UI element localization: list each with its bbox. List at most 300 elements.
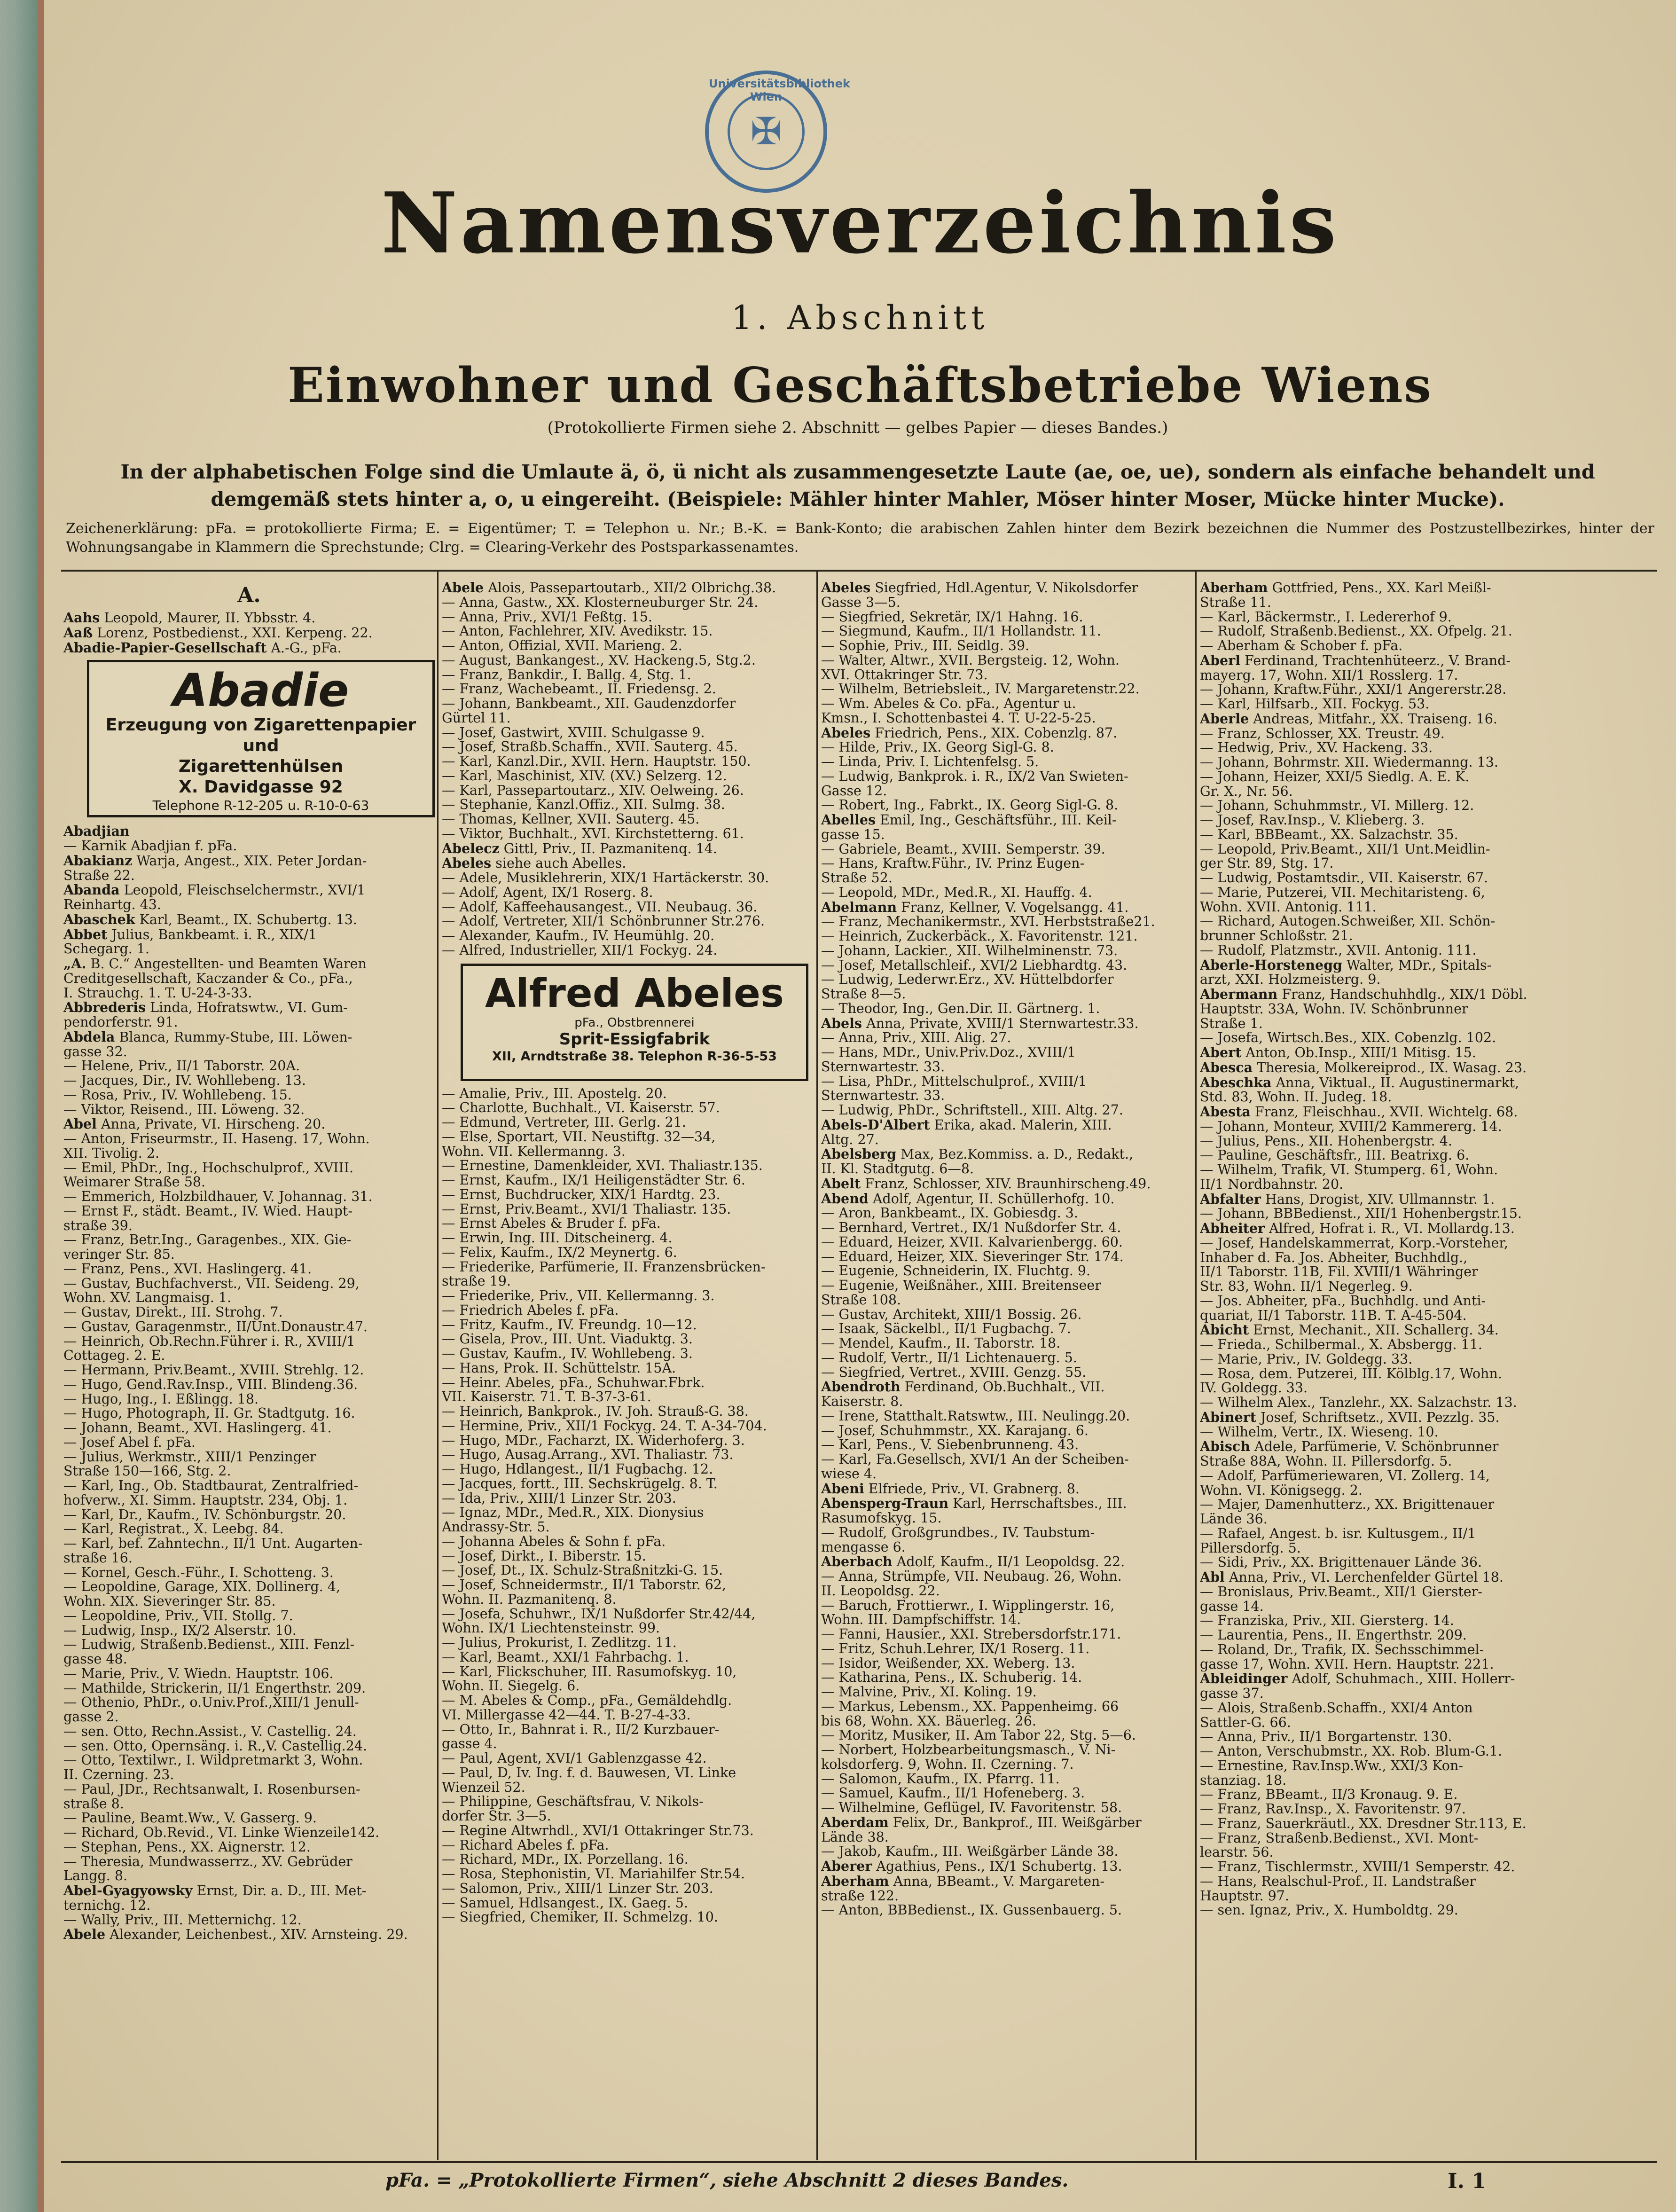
directory-entry: — Paul, Agent, XVI/1 Gablenzgasse 42. (442, 1751, 707, 1766)
footer-note: pFa. = „Protokollierte Firmen“, siehe Abschnitt 2 dieses Bandes. (385, 2169, 1069, 2191)
note-protocolled-firms: (Protokollierte Firmen siehe 2. Abschnitt — gelbes Papier — dieses Bandes.) (547, 418, 1168, 437)
directory-entry: — Wilhelm, Vertr., IX. Wieseng. 10. (1200, 1425, 1439, 1440)
directory-entry: — Johann, Lackier., XII. Wilhelminenstr. 73. (821, 943, 1118, 958)
directory-entry: — Ernst F., städt. Beamt., IV. Wied. Haupt- (63, 1204, 352, 1219)
directory-entry: straße 8. (63, 1796, 124, 1812)
directory-entry: — Emmerich, Holzbildhauer, V. Johannag. 31. (63, 1190, 373, 1204)
entry-surname: „A. (63, 957, 86, 972)
directory-entry: Abesta Franz, Fleischhau., XVII. Wichtelg. 68. (1200, 1105, 1518, 1120)
directory-entry: — Othenio, PhDr., o.Univ.Prof.,XIII/1 Jenull- (63, 1695, 359, 1710)
directory-entry: Gürtel 11. (442, 711, 511, 726)
entry-surname: Aberbach (821, 1554, 893, 1569)
directory-entry: — Josefa, Schuhwr., IX/1 Nußdorfer Str.42/44, (442, 1607, 756, 1622)
entry-surname: Abfalter (1200, 1192, 1261, 1207)
directory-entry: ternichg. 12. (63, 1898, 151, 1913)
directory-entry: — Adolf, Vertreter, XII/1 Schönbrunner Str.276. (442, 914, 765, 929)
directory-entry: — Johann, BBBedienst., XII/1 Hohenbergstr.15. (1200, 1207, 1522, 1221)
directory-entry: — Hermann, Priv.Beamt., XVIII. Strehlg. 12. (63, 1363, 364, 1378)
directory-entry: Aberbach Adolf, Kaufm., II/1 Leopoldsg. 22. (821, 1554, 1125, 1569)
directory-entry: Gasse 12. (821, 784, 887, 799)
directory-entry: Abelecz Gittl, Priv., II. Pazmanitenq. 14. (442, 841, 717, 856)
entry-surname: Abermann (1200, 987, 1278, 1002)
entry-surname: Aahs (63, 611, 100, 626)
directory-entry: — Gustav, Architekt, XIII/1 Bossig. 26. (821, 1307, 1082, 1322)
directory-entry: Hauptstr. 97. (1200, 1889, 1289, 1904)
directory-entry: — Richard Abeles f. pFa. (442, 1838, 609, 1853)
directory-entry: — Josef, Schuhmmstr., XX. Karajang. 6. (821, 1423, 1089, 1438)
directory-entry: — Wilhelm Alex., Tanzlehr., XX. Salzachstr. 13. (1200, 1396, 1517, 1410)
directory-entry: — Ernst, Priv.Beamt., XVI/1 Thaliastr. 135. (442, 1202, 731, 1217)
directory-entry: — Lisa, PhDr., Mittelschulprof., XVIII/1 (821, 1074, 1087, 1089)
directory-entry: Abend Adolf, Agentur, II. Schüllerhofg. 10. (821, 1191, 1115, 1207)
directory-entry: Abelt Franz, Schlosser, XIV. Braunhirscheng.49. (821, 1176, 1151, 1192)
directory-entry: — Ludwig, Postamtsdir., VII. Kaiserstr. 67. (1200, 871, 1488, 886)
binding-edge (38, 0, 44, 2212)
directory-entry: I. Strauchg. 1. T. U-24-3-33. (63, 986, 252, 1001)
ad-alfred-abeles (461, 964, 808, 1081)
directory-entry: Abels-D'Albert Erika, akad. Malerin, XIII. (821, 1117, 1112, 1133)
page-subtitle: Einwohner und Geschäftsbetriebe Wiens (288, 357, 1433, 414)
directory-entry: brunner Schloßstr. 21. (1200, 929, 1353, 943)
directory-entry: — M. Abeles & Comp., pFa., Gemäldehdlg. (442, 1694, 732, 1708)
entry-surname: Abel (63, 1117, 97, 1132)
directory-entry: — Laurentia, Pens., II. Engerthstr. 209. (1200, 1628, 1467, 1643)
entry-surname: Abele (442, 580, 484, 596)
directory-entry: arzt, XXI. Holzmeisterg. 9. (1200, 973, 1381, 987)
directory-entry: — Rosa, dem. Putzerei, III. Kölblg.17, Wohn. (1200, 1366, 1502, 1381)
directory-entry: — Hugo, Ing., I. Eßlingg. 18. (63, 1392, 259, 1407)
directory-entry: — Julius, Prokurist, I. Zedlitzg. 11. (442, 1636, 677, 1650)
directory-entry: — Moritz, Musiker, II. Am Tabor 22, Stg. 5—6. (821, 1728, 1136, 1743)
directory-entry: — Pauline, Geschäftsfr., III. Beatrixg. 6. (1200, 1148, 1470, 1163)
page-title: Namensverzeichnis (381, 174, 1339, 272)
directory-entry: Abesca Theresia, Molkereiprod., IX. Wasag. 23. (1200, 1060, 1527, 1075)
eagle-icon: ✠ (750, 110, 782, 153)
directory-entry: — Ernst Abeles & Bruder f. pFa. (442, 1216, 661, 1231)
entry-surname: Abl (1200, 1570, 1225, 1585)
directory-entry: — Gustav, Buchfachverst., VII. Seideng. 29, (63, 1276, 360, 1291)
directory-entry: — Johann, Monteur, XVIII/2 Kammererg. 14. (1200, 1119, 1502, 1134)
directory-entry: — Josefa, Wirtsch.Bes., XIX. Cobenzlg. 102. (1200, 1031, 1496, 1045)
directory-entry: — Paul, D, Iv. Ing. f. d. Bauwesen, VI. Linke (442, 1765, 736, 1781)
directory-entry: Abele Alois, Passepartoutarb., XII/2 Olbrichg.38. (442, 580, 776, 596)
directory-entry: — Franz, Schlosser, XX. Treustr. 49. (1200, 726, 1445, 741)
directory-entry: Std. 83, Wohn. II. Judeg. 18. (1200, 1090, 1392, 1105)
directory-entry: Inhaber d. Fa. Jos. Abheiter, Buchhdlg., (1200, 1250, 1468, 1265)
directory-entry: straße 16. (63, 1551, 133, 1566)
directory-entry: gasse 32. (63, 1044, 127, 1059)
directory-entry: — Franz, Sauerkräutl., XX. Dresdner Str.113, E. (1200, 1816, 1527, 1831)
directory-entry: — Roland, Dr., Trafik, IX. Sechsschimmel- (1200, 1642, 1484, 1657)
directory-entry: Gr. X., Nr. 56. (1200, 784, 1293, 799)
directory-entry: Abl Anna, Priv., VI. Lerchenfelder Gürtel 18. (1200, 1570, 1504, 1585)
col1-top-entries (63, 611, 435, 655)
directory-entry: — Julius, Werkmstr., XIII/1 Penzinger (63, 1450, 316, 1465)
directory-entry: — Norbert, Holzbearbeitungsmasch., V. Ni- (821, 1743, 1116, 1757)
entry-surname: Aberdam (821, 1815, 889, 1830)
directory-entry: Langg. 8. (63, 1869, 128, 1883)
directory-entry: Schegarg. 1. (63, 942, 150, 957)
ad-abeles-logo: Alfred Abeles (485, 970, 784, 1016)
directory-entry: — Aberham & Schober f. pFa. (1200, 639, 1403, 653)
directory-entry: — Johann, Bohrmstr. XII. Wiedermanng. 13. (1200, 755, 1498, 770)
directory-entry: Weimarer Straße 58. (63, 1175, 206, 1190)
directory-entry: Straße 8—5. (821, 987, 906, 1002)
directory-entry: — Richard, MDr., IX. Porzellang. 16. (442, 1852, 689, 1867)
directory-entry: — Irene, Statthalt.Ratswtw., III. Neulingg.20. (821, 1409, 1130, 1424)
directory-entry: — sen. Ignaz, Priv., X. Humboldtg. 29. (1200, 1903, 1458, 1918)
directory-entry: — Sophie, Priv., III. Seidlg. 39. (821, 639, 1030, 653)
directory-entry: Abelsberg Max, Bez.Kommiss. a. D., Redakt., (821, 1147, 1134, 1162)
directory-entry: Sternwartestr. 33. (821, 1059, 945, 1075)
directory-entry: — Wm. Abeles & Co. pFa., Agentur u. (821, 697, 1076, 711)
directory-entry: — Baruch, Frottierwr., I. Wipplingerstr. 16, (821, 1598, 1115, 1613)
directory-entry: — Hilde, Priv., IX. Georg Sigl-G. 8. (821, 740, 1054, 755)
directory-entry: VI. Millergasse 42—44. T. B-27-4-33. (442, 1708, 691, 1723)
directory-entry: Cottageg. 2. E. (63, 1349, 165, 1363)
directory-entry: — Katharina, Pens., IX. Schuberig. 14. (821, 1671, 1082, 1685)
directory-entry: Wohn. XIX. Sieveringer Str. 85. (63, 1594, 276, 1609)
directory-entry: straße 122. (821, 1889, 899, 1904)
directory-entry: VII. Kaiserstr. 71. T. B-37-3-61. (442, 1390, 651, 1404)
directory-entry: Abinert Josef, Schriftsetz., XVII. Pezzlg. 35. (1200, 1410, 1500, 1425)
directory-entry: Kmsn., I. Schottenbastei 4. T. U-22-5-25. (821, 711, 1096, 726)
directory-entry: Wohn. XV. Langmaisg. 1. (63, 1291, 232, 1305)
directory-entry: — Mendel, Kaufm., II. Taborstr. 18. (821, 1336, 1061, 1351)
entry-surname: Abels-D'Albert (821, 1117, 930, 1133)
directory-entry: Aberl Ferdinand, Trachtenhüteerz., V. Brand- (1200, 653, 1511, 668)
column-3 (821, 580, 1192, 1918)
directory-entry: Abeni Elfriede, Priv., VI. Grabnerg. 8. (821, 1481, 1080, 1497)
directory-entry: — Josef, Schneidermstr., II/1 Taborstr. 62, (442, 1578, 727, 1592)
directory-entry: — Leopold, Priv.Beamt., XII/1 Unt.Meidlin- (1200, 842, 1490, 857)
directory-entry: Andrassy-Str. 5. (442, 1520, 550, 1535)
directory-entry: — Friederike, Priv., VII. Kellermanng. 3. (442, 1289, 715, 1303)
directory-entry: — Karl, bef. Zahntechn., II/1 Unt. Augarten- (63, 1537, 363, 1551)
column-4 (1200, 580, 1585, 1918)
directory-entry: — Jos. Abheiter, pFa., Buchhdlg. und Anti- (1200, 1294, 1486, 1309)
directory-entry: — Salomon, Priv., XIII/1 Linzer Str. 203. (442, 1881, 713, 1896)
directory-entry: gasse 4. (442, 1737, 497, 1751)
directory-entry: straße 19. (442, 1274, 511, 1289)
directory-entry: — Heinrich, Zuckerbäck., X. Favoritenstr. 121. (821, 929, 1138, 944)
directory-entry: — Josef, Gastwirt, XVIII. Schulgasse 9. (442, 725, 705, 740)
directory-entry: — Ludwig, Bankprok. i. R., IX/2 Van Swieten- (821, 769, 1128, 784)
directory-entry: — Hugo, MDr., Facharzt, IX. Widerhoferg. 3. (442, 1433, 745, 1448)
directory-entry: — Friedrich Abeles f. pFa. (442, 1303, 619, 1318)
directory-entry: — Anna, Gastw., XX. Klosterneuburger Str. 24. (442, 595, 759, 610)
directory-entry: — Alfred, Industrieller, XII/1 Fockyg. 24. (442, 943, 718, 958)
entry-surname: Aberl (1200, 653, 1241, 668)
directory-entry: — Anna, Strümpfe, VII. Neubaug. 26, Wohn. (821, 1569, 1122, 1584)
ad-abeles-line2: Sprit-Essigfabrik (559, 1029, 710, 1049)
directory-entry: — Ida, Priv., XIII/1 Linzer Str. 203. (442, 1491, 676, 1506)
directory-entry: Abels Anna, Private, XVIII/1 Sternwartestr.33. (821, 1016, 1139, 1031)
directory-entry: Wohn. VII. Kellermanng. 3. (442, 1144, 626, 1159)
directory-entry: Abeschka Anna, Viktual., II. Augustinermarkt, (1200, 1075, 1519, 1090)
entry-surname: Abeschka (1200, 1075, 1272, 1090)
directory-entry: wiese 4. (821, 1467, 877, 1482)
directory-entry: — Siegfried, Chemiker, II. Schmelzg. 10. (442, 1910, 718, 1925)
directory-entry: veringer Str. 85. (63, 1247, 175, 1262)
col4-entries (1200, 580, 1585, 1918)
directory-entry: — Mathilde, Strickerin, II/1 Engerthstr. 209. (63, 1681, 366, 1696)
directory-entry: — Amalie, Priv., III. Apostelg. 20. (442, 1086, 667, 1101)
directory-entry: — Rudolf, Platzmstr., XVII. Antonig. 111. (1200, 943, 1477, 958)
column-divider-2 (816, 572, 818, 2160)
entry-surname: Abendroth (821, 1380, 901, 1395)
directory-entry: XVI. Ottakringer Str. 73. (821, 667, 988, 682)
directory-entry: Abendroth Ferdinand, Ob.Buchhalt., VII. (821, 1380, 1105, 1395)
directory-entry: Aberdam Felix, Dr., Bankprof., III. Weißgärber (821, 1815, 1142, 1830)
directory-entry: — Franz, BBeamt., II/3 Kronaug. 9. E. (1200, 1788, 1458, 1802)
entry-surname: Abeles (442, 856, 492, 871)
entry-surname: Abeni (821, 1481, 864, 1497)
directory-entry: Sternwartestr. 33. (821, 1089, 945, 1103)
directory-entry: Creditgesellschaft, Kaczander & Co., pFa., (63, 971, 353, 986)
directory-entry: — Adolf, Kaffeehausangest., VII. Neubaug. 36. (442, 900, 758, 915)
directory-entry: — Richard, Ob.Revid., VI. Linke Wienzeile142. (63, 1826, 380, 1840)
directory-entry: — Markus, Lebensm., XX. Pappenheimg. 66 (821, 1699, 1119, 1714)
ad-abadie-phone: Telephone R-12-205 u. R-10-0-63 (152, 798, 369, 814)
directory-entry: — Wally, Priv., III. Metternichg. 12. (63, 1913, 302, 1928)
entry-surname: Abelmann (821, 900, 897, 915)
directory-entry: gasse 48. (63, 1652, 127, 1667)
directory-entry: Abheiter Alfred, Hofrat i. R., VI. Mollardg.13. (1200, 1221, 1515, 1236)
directory-entry: — Fritz, Schuh.Lehrer, IX/1 Roserg. 11. (821, 1641, 1090, 1656)
directory-entry: straße 39. (63, 1218, 133, 1233)
directory-entry: — Franz, Rav.Insp., X. Favoritenstr. 97. (1200, 1802, 1466, 1817)
directory-entry: Wienzeil 52. (442, 1780, 525, 1795)
entry-surname: Abisch (1200, 1439, 1250, 1454)
directory-entry: — Kornel, Gesch.-Führ., I. Schotteng. 3. (63, 1565, 334, 1580)
entry-surname: Aberham (1200, 580, 1268, 596)
directory-entry: Aahs Leopold, Maurer, II. Ybbsstr. 4. (63, 611, 316, 626)
stamp-inner-ring (728, 93, 805, 170)
directory-entry: Lände 38. (821, 1830, 889, 1845)
entry-surname: Abelt (821, 1176, 861, 1192)
directory-entry: — Wilhelm, Trafik, VI. Stumperg. 61, Wohn. (1200, 1163, 1498, 1177)
directory-entry: Straße 52. (821, 871, 893, 886)
directory-entry: — Karl, Ing., Ob. Stadtbaurat, Zentralfried- (63, 1479, 359, 1493)
directory-entry: Abermann Franz, Handschuhhdlg., XIX/1 Döbl. (1200, 987, 1527, 1002)
directory-entry: — Eduard, Heizer, XIX. Sieveringer Str. 174. (821, 1249, 1124, 1264)
entry-surname: Aaß (63, 625, 93, 641)
directory-entry: — Hans, Prok. II. Schüttelstr. 15A. (442, 1361, 676, 1376)
directory-entry: — Anton, Offizial, XVII. Marieng. 2. (442, 639, 682, 653)
directory-entry: — Ernst, Kaufm., IX/1 Heiligenstädter Str. 6. (442, 1173, 745, 1188)
directory-entry: Abeles siehe auch Abelles. (442, 856, 627, 871)
book-binding (0, 0, 38, 2212)
directory-entry: Aberle Andreas, Mitfahr., XX. Traiseng. 16. (1200, 711, 1497, 727)
entry-surname: Abdela (63, 1029, 115, 1045)
directory-entry: — Josef, Metallschleif., XVI/2 Liebhardtg. 43. (821, 958, 1128, 973)
ad-abadie-logo: Abadie (172, 664, 349, 717)
directory-entry: Aaß Lorenz, Postbedienst., XXI. Kerpeng. 22. (63, 625, 373, 641)
directory-entry: — Josef, Rav.Insp., V. Klieberg. 3. (1200, 813, 1425, 828)
symbol-legend: Zeichenerklärung: pFa. = protokollierte Firma; E. = Eigentümer; T. = Telephon u. Nr.; B.-K. = Bank-Konto; die arabischen Zahlen hinter dem Bezirk bezeichnen die Nummer des Postzustellbezirkes, hinter der Wohnungsangabe in Klammern die Sprechstunde; Clrg. = Clearing-Verkehr des Postsparkassenamtes. (66, 520, 1654, 556)
directory-entry: — Bernhard, Vertret., IX/1 Nußdorfer Str. 4. (821, 1221, 1121, 1235)
directory-entry: — Ludwig, PhDr., Schriftstell., XIII. Altg. 27. (821, 1103, 1123, 1118)
directory-entry: — sen. Otto, Rechn.Assist., V. Castellig. 24. (63, 1724, 357, 1739)
directory-entry: — Rosa, Stephonistin, VI. Mariahilfer Str.54. (442, 1867, 745, 1882)
directory-entry: Lände 36. (1200, 1512, 1268, 1527)
directory-entry: — Rudolf, Vertr., II/1 Lichtenauerg. 5. (821, 1350, 1077, 1365)
entry-surname: Abheiter (1200, 1221, 1265, 1236)
directory-entry: — Karl, Bäckermstr., I. Ledererhof 9. (1200, 610, 1452, 625)
entry-surname: Aberle (1200, 711, 1249, 727)
directory-entry: II. Kl. Stadtgutg. 6—8. (821, 1162, 974, 1177)
entry-surname: Abelles (821, 813, 876, 828)
directory-entry: hofverw., XI. Simm. Hauptstr. 234, Obj. 1. (63, 1493, 348, 1508)
directory-entry: Wohn. IX/1 Liechtensteinstr. 99. (442, 1621, 660, 1636)
directory-entry: — Karl, Kanzl.Dir., XVII. Hern. Hauptstr. 150. (442, 754, 751, 769)
ad-abadie-line2: Zigarettenhülsen (178, 757, 344, 777)
directory-entry: ger Str. 89, Stg. 17. (1200, 856, 1334, 871)
directory-entry: gasse 2. (63, 1710, 119, 1725)
column-divider-1 (437, 572, 439, 2160)
directory-entry: — August, Bankangest., XV. Hackeng.5, Stg.2. (442, 653, 756, 668)
entry-surname: Abadie-Papier-Gesellschaft (63, 640, 267, 656)
directory-entry: — Gisela, Prov., III. Unt. Viaduktg. 3. (442, 1332, 693, 1347)
entry-surname: Abinert (1200, 1410, 1256, 1425)
directory-entry: Abel Anna, Private, VI. Hirscheng. 20. (63, 1117, 326, 1132)
directory-entry: — Ernst, Buchdrucker, XIX/1 Hardtg. 23. (442, 1187, 721, 1202)
column-2 (442, 580, 813, 1925)
directory-entry: learstr. 56. (1200, 1845, 1274, 1860)
directory-entry: Straße 1. (1200, 1016, 1263, 1031)
directory-entry: — Karl, Registrat., X. Leebg. 84. (63, 1522, 284, 1537)
directory-entry: — Siegmund, Kaufm., II/1 Hollandstr. 11. (821, 624, 1101, 639)
directory-entry: — Marie, Priv., V. Wiedn. Hauptstr. 106. (63, 1666, 334, 1681)
directory-entry: — Otto, Textilwr., I. Wildpretmarkt 3, Wohn. (63, 1753, 363, 1768)
bottom-rule (61, 2161, 1657, 2163)
directory-entry: — Franz, Betr.Ing., Garagenbes., XIX. Gie- (63, 1233, 352, 1247)
directory-entry: — Robert, Ing., Fabrkt., IX. Georg Sigl-G. 8. (821, 798, 1119, 813)
directory-entry: — Regine Altwrhdl., XVI/1 Ottakringer Str.73. (442, 1823, 754, 1838)
directory-entry: — Karl, Maschinist, XIV. (XV.) Selzerg. 12. (442, 769, 727, 784)
top-rule (61, 570, 1657, 572)
entry-surname: Abanda (63, 883, 120, 898)
directory-entry: Abanda Leopold, Fleischselchermstr., XVI/1 (63, 883, 366, 898)
directory-entry: — Franz, Tischlermstr., XVIII/1 Semperstr. 42. (1200, 1860, 1515, 1875)
directory-entry: — Adele, Musiklehrerin, XIX/1 Hartäckerstr. 30. (442, 871, 769, 886)
directory-entry: — Thomas, Kellner, XVII. Sauterg. 45. (442, 812, 700, 827)
directory-entry: — Karl, Hilfsarb., XII. Fockyg. 53. (1200, 697, 1430, 712)
directory-entry: — Isidor, Weißender, XX. Weberg. 13. (821, 1656, 1075, 1671)
directory-entry: — Ludwig, Lederwr.Erz., XV. Hüttelbdorfer (821, 973, 1114, 987)
entry-surname: Abbet (63, 927, 108, 942)
directory-entry: — Karl, Beamt., XXI/1 Fahrbachg. 1. (442, 1650, 689, 1665)
directory-entry: Abert Anton, Ob.Insp., XIII/1 Mitisg. 15. (1200, 1045, 1476, 1060)
directory-entry: — Rudolf, Großgrundbes., IV. Taubstum- (821, 1525, 1095, 1540)
directory-entry: — Franz, Straßenb.Bedienst., XVI. Mont- (1200, 1831, 1479, 1846)
directory-entry: Wohn. XVII. Antonig. 111. (1200, 900, 1377, 915)
directory-entry: — Salomon, Kaufm., IX. Pfarrg. 11. (821, 1772, 1060, 1787)
directory-entry: — Friederike, Parfümerie, II. Franzensbrücken- (442, 1260, 766, 1275)
directory-entry: — Majer, Damenhutterz., XX. Brigittenauer (1200, 1498, 1495, 1512)
directory-entry: — Leopold, MDr., Med.R., XI. Hauffg. 4. (821, 885, 1092, 900)
directory-entry: — Franziska, Priv., XII. Giersterg. 14. (1200, 1614, 1454, 1628)
directory-entry: Aberer Agathius, Pens., IX/1 Schubertg. 13. (821, 1859, 1122, 1874)
directory-entry: — Viktor, Buchhalt., XVI. Kirchstetterng. 61. (442, 826, 744, 841)
directory-entry: — Marie, Priv., IV. Goldegg. 33. (1200, 1352, 1413, 1367)
page-footer (66, 2169, 1654, 2197)
directory-entry: II/1 Nordbahnstr. 20. (1200, 1177, 1344, 1192)
col2-bottom-entries (442, 1087, 813, 1925)
directory-entry: — Johann, Bankbeamt., XII. Gaudenzdorfer (442, 697, 736, 711)
directory-entry: Abbrederis Linda, Hofratswtw., VI. Gum- (63, 1000, 348, 1015)
directory-entry: — Bronislaus, Priv.Beamt., XII/1 Gierster- (1200, 1584, 1482, 1600)
directory-entry: — Anton, Fachlehrer, XIV. Avedikstr. 15. (442, 624, 713, 639)
directory-entry: kolsdorferg. 9, Wohn. II. Czerning. 7. (821, 1757, 1074, 1772)
entry-surname: Abend (821, 1191, 869, 1207)
directory-entry: — Josef, Dirkt., I. Biberstr. 15. (442, 1549, 646, 1564)
directory-entry: — Jacques, Dir., IV. Wohllebeng. 13. (63, 1074, 306, 1088)
directory-entry: Abeles Siegfried, Hdl.Agentur, V. Nikolsdorfer (821, 580, 1138, 596)
directory-entry: — Franz, Wachebeamt., II. Friedensg. 2. (442, 682, 716, 697)
directory-entry: Rasumofskyg. 15. (821, 1511, 942, 1526)
directory-entry: — Fritz, Kaufm., IV. Freundg. 10—12. (442, 1318, 697, 1333)
directory-entry: — Anna, Priv., XIII. Alig. 27. (821, 1031, 1011, 1045)
directory-entry: — Eugenie, Schneiderin, IX. Fluchtg. 9. (821, 1264, 1091, 1279)
entry-surname: Aberer (821, 1859, 872, 1874)
directory-entry: — Sidi, Priv., XX. Brigittenauer Lände 36. (1200, 1555, 1482, 1570)
directory-entry: — sen. Otto, Opernsäng. i. R.,V. Castellig.24. (63, 1739, 368, 1754)
directory-entry: pendorferstr. 91. (63, 1015, 178, 1030)
directory-entry: — Fanni, Hausier., XXI. Strebersdorfstr.171. (821, 1627, 1121, 1642)
directory-entry (63, 824, 435, 839)
directory-entry: — Rafael, Angest. b. isr. Kultusgem., II/1 (1200, 1526, 1476, 1541)
directory-entry: — Alexander, Kaufm., IV. Heumühlg. 20. (442, 929, 715, 943)
directory-entry: — Siegfried, Vertret., XVIII. Genzg. 55. (821, 1365, 1087, 1380)
entry-surname: Abeles (821, 725, 871, 741)
directory-entry: — Josef Abel f. pFa. (63, 1435, 196, 1450)
directory-entry: — Richard, Autogen.Schweißer, XII. Schön- (1200, 914, 1496, 929)
directory-entry: — Emil, PhDr., Ing., Hochschulprof., XVIII. (63, 1161, 354, 1176)
directory-entry: II. Czerning. 23. (63, 1768, 174, 1782)
directory-entry: Abaschek Karl, Beamt., IX. Schubertg. 13. (63, 912, 357, 927)
directory-entry: gasse 15. (821, 827, 885, 842)
directory-entry: — Edmund, Vertreter, III. Gerlg. 21. (442, 1115, 686, 1130)
directory-entry: Str. 83, Wohn. II/1 Negerleg. 9. (1200, 1279, 1413, 1294)
directory-entry: — Ludwig, Insp., IX/2 Alserstr. 10. (63, 1623, 297, 1638)
entry-surname: Ableidinger (1200, 1671, 1288, 1686)
directory-entry: — Karl, Pens., V. Siebenbrunneng. 43. (821, 1438, 1079, 1452)
directory-entry: Straße 108. (821, 1293, 901, 1308)
directory-entry: Hauptstr. 33A, Wohn. IV. Schönbrunner (1200, 1002, 1468, 1017)
directory-entry: — Ignaz, MDr., Med.R., XIX. Dionysius (442, 1506, 704, 1520)
page-number: I. 1 (1448, 2169, 1486, 2193)
directory-entry: Abakianz Warja, Angest., XIX. Peter Jordan- (63, 853, 367, 869)
directory-entry: — Ludwig, Straßenb.Bedienst., XIII. Fenzl- (63, 1638, 355, 1652)
directory-entry: — Marie, Putzerei, VII. Mechitaristeng. 6, (1200, 885, 1485, 900)
directory-entry: — Adolf, Parfümeriewaren, VI. Zollerg. 14, (1200, 1468, 1490, 1483)
directory-entry: Wohn. II. Siegelg. 6. (442, 1679, 580, 1694)
directory-entry: — Alois, Straßenb.Schaffn., XXI/4 Anton (1200, 1701, 1473, 1716)
directory-entry: — Hans, Realschul-Prof., II. Landstraßer (1200, 1874, 1476, 1889)
directory-entry: — Aron, Bankbeamt., IX. Gobiesdg. 3. (821, 1206, 1078, 1221)
directory-entry: — Wilhelmine, Geflügel, IV. Favoritenstr. 58. (821, 1801, 1122, 1815)
directory-entry: — Heinrich, Bankprok., IV. Joh. Strauß-G. 38. (442, 1404, 749, 1419)
entry-surname: Abicht (1200, 1323, 1249, 1338)
directory-entry: — Paul, JDr., Rechtsanwalt, I. Rosenbursen- (63, 1782, 360, 1797)
directory-entry: — Karl, Passepartoutarz., XIV. Oelweing. 26. (442, 783, 744, 798)
col3-entries (821, 580, 1192, 1918)
directory-entry: dorfer Str. 3—5. (442, 1809, 551, 1824)
directory-entry: — Samuel, Hdlsangest., IX. Gaeg. 5. (442, 1896, 688, 1911)
directory-entry: — Franz, Mechanikermstr., XVI. Herbststraße21. (821, 915, 1155, 929)
